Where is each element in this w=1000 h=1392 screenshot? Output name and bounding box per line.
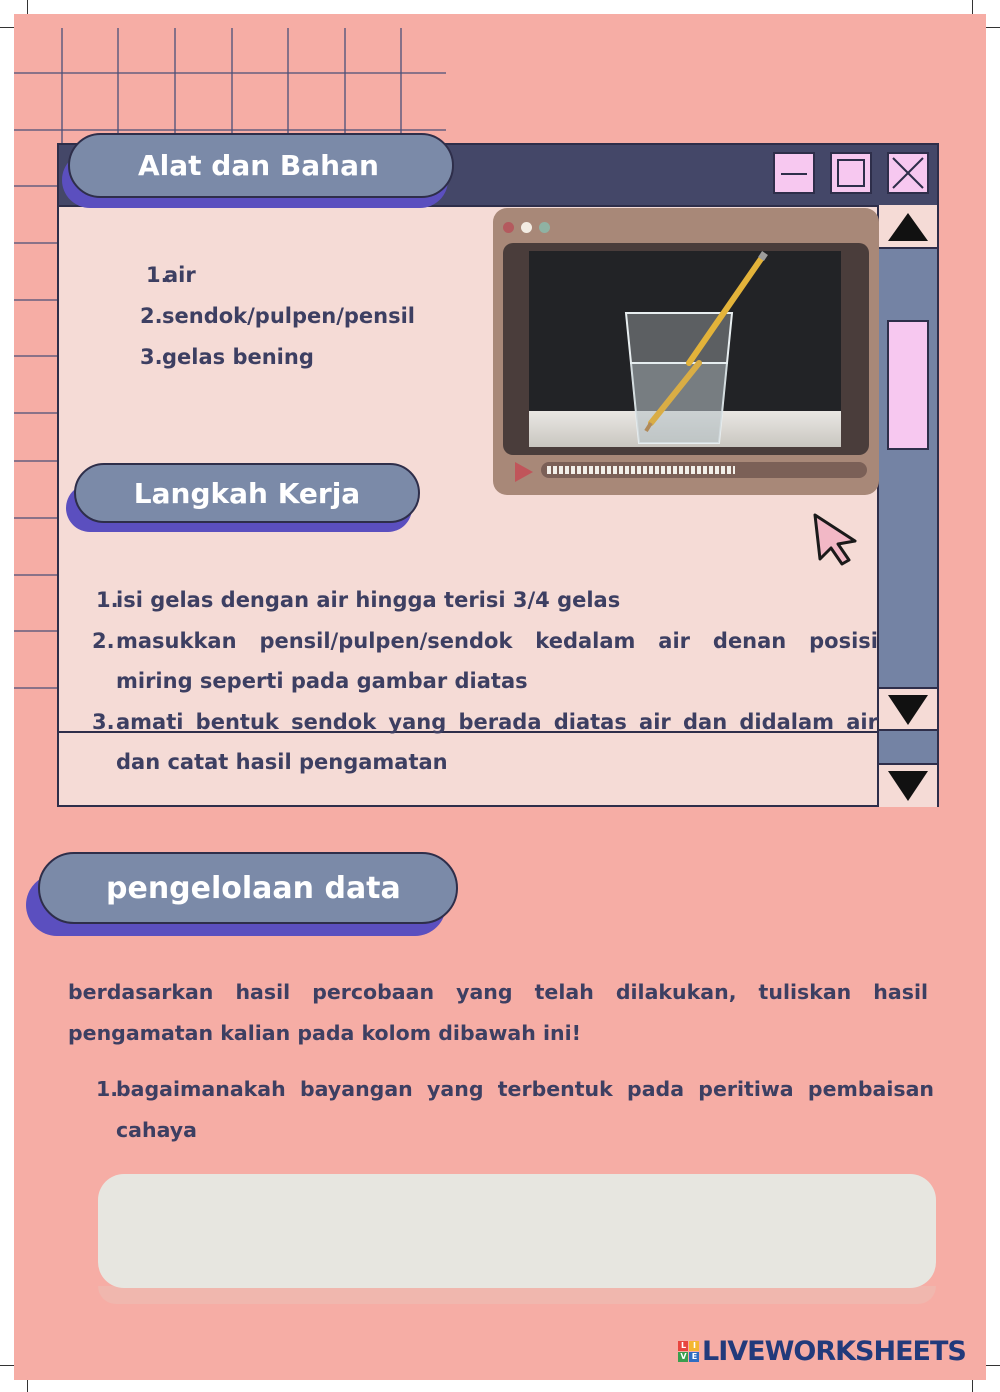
video-progress-bar[interactable] <box>541 462 867 478</box>
video-progress-fill <box>547 466 735 474</box>
triangle-down-icon <box>888 771 928 801</box>
section-title-alat-bahan: Alat dan Bahan <box>68 133 454 198</box>
window-dot <box>503 222 514 233</box>
experiment-photo <box>529 251 841 447</box>
page-background <box>14 14 986 1380</box>
window-dot <box>539 222 550 233</box>
question-text: bagaimanakah bayangan yang terbentuk pada peritiwa pembaisan cahaya <box>116 1077 934 1142</box>
scroll-up-button[interactable] <box>879 205 937 249</box>
crop-mark <box>972 1380 973 1392</box>
list-item: 3. amati bentuk sendok yang berada diatas air dan didalam air dan catat hasil pengamatan <box>92 709 878 774</box>
brand-name: LIVEWORKSHEETS <box>702 1336 966 1367</box>
cursor-arrow-icon <box>811 511 863 567</box>
list-item-text: air <box>164 263 196 287</box>
question-item: 1. bagaimanakah bayangan yang terbentuk pada peritiwa pembaisan cahaya <box>96 1077 934 1142</box>
window-dot <box>521 222 532 233</box>
crop-mark <box>27 1380 28 1392</box>
maximize-button[interactable] <box>830 152 872 194</box>
list-item: 1. air <box>146 263 196 287</box>
crop-mark <box>972 0 973 14</box>
scroll-thumb[interactable] <box>887 320 929 450</box>
list-item: 3. gelas bening <box>140 345 314 369</box>
list-item: 1. isi gelas dengan air hingga terisi 3/4 gelas <box>96 588 621 612</box>
instruction-text: berdasarkan hasil percobaan yang telah dilakukan, tuliskan hasil pengamatan kalian pada kolom dibawah ini! <box>68 980 928 1045</box>
close-icon <box>889 154 927 192</box>
scrollbar[interactable] <box>877 205 937 805</box>
answer-input[interactable] <box>98 1174 936 1288</box>
glass-pencil-image <box>529 251 841 447</box>
crop-mark <box>986 1365 1000 1366</box>
minimize-icon <box>775 154 813 192</box>
maximize-icon <box>832 154 870 192</box>
close-button[interactable] <box>887 152 929 194</box>
crop-mark <box>986 27 1000 28</box>
list-item-text: sendok/pulpen/pensil <box>162 304 415 328</box>
minimize-button[interactable] <box>773 152 815 194</box>
brand-logo-icon: L I V E <box>678 1341 699 1362</box>
section-title-pengelolaan: pengelolaan data <box>38 852 458 924</box>
step-text: amati bentuk sendok yang berada diatas air dan didalam air dan catat hasil pengamatan <box>116 709 878 774</box>
liveworksheets-logo <box>678 1336 966 1367</box>
video-player[interactable] <box>493 208 879 495</box>
steps-list <box>92 580 878 783</box>
step-text: isi gelas dengan air hingga terisi 3/4 gelas <box>116 588 621 612</box>
scroll-down-button[interactable] <box>879 687 937 731</box>
tools-list <box>140 263 417 386</box>
play-icon[interactable] <box>515 462 533 482</box>
video-screen <box>503 243 869 455</box>
list-item-text: gelas bening <box>162 345 314 369</box>
triangle-up-icon <box>888 213 928 241</box>
crop-mark <box>27 0 28 14</box>
triangle-down-icon <box>888 695 928 725</box>
list-item: 2. sendok/pulpen/pensil <box>140 304 415 328</box>
crop-mark <box>0 27 14 28</box>
answer-box-shadow <box>98 1286 936 1304</box>
crop-mark <box>0 1365 14 1366</box>
step-text: masukkan pensil/pulpen/sendok kedalam air denan posisi miring seperti pada gambar diatas <box>116 628 878 693</box>
list-item: 2. masukkan pensil/pulpen/sendok kedalam air denan posisi miring seperti pada gambar diatas <box>92 628 878 693</box>
scroll-down-button-2[interactable] <box>879 763 937 807</box>
section-title-langkah-kerja: Langkah Kerja <box>74 463 420 523</box>
